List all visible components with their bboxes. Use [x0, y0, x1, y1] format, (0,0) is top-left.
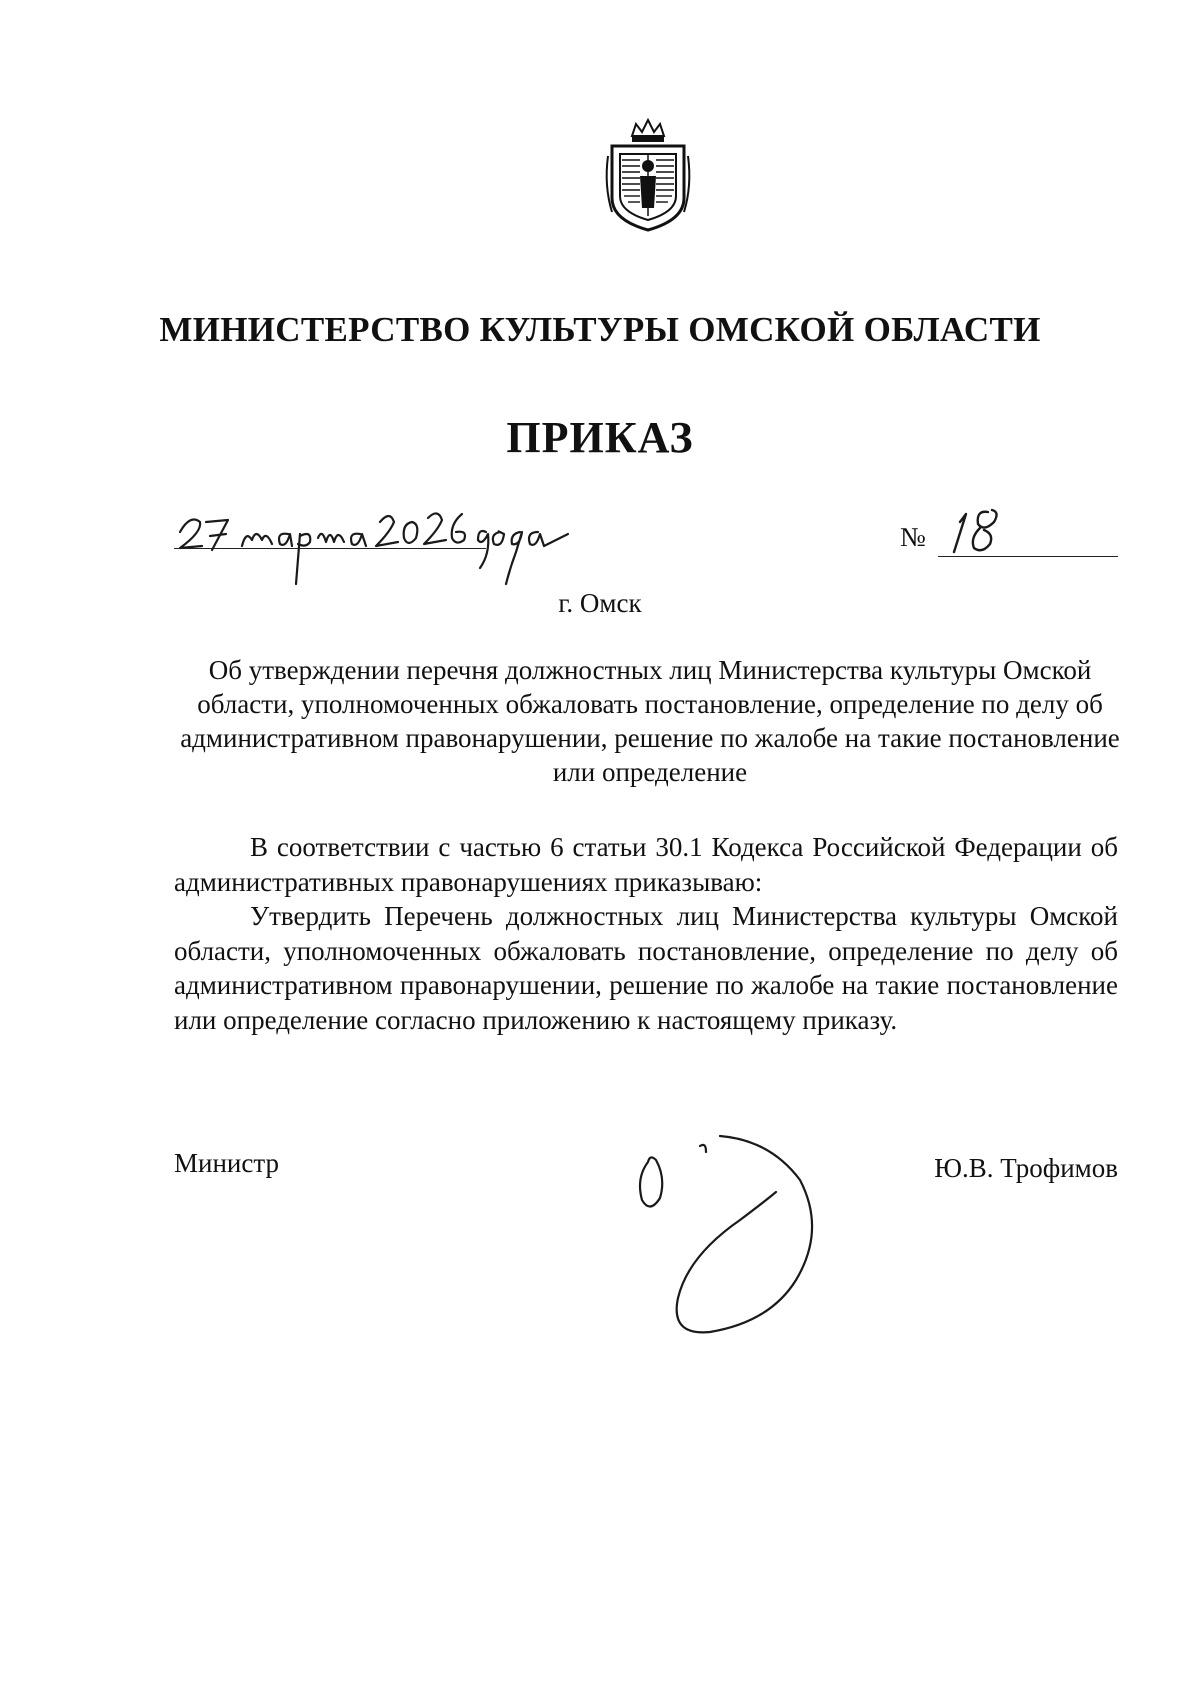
- handwritten-date: [176, 488, 646, 588]
- ministry-name: МИНИСТЕРСТВО КУЛЬТУРЫ ОМСКОЙ ОБЛАСТИ: [159, 310, 1041, 349]
- document-type: ПРИКАЗ: [506, 413, 694, 462]
- coat-of-arms-icon: [602, 116, 694, 234]
- body-paragraph: В соответствии с частью 6 статьи 30.1 Кодекса Российской Федерации об административных правонарушениях приказываю:: [174, 832, 1118, 897]
- body-paragraph: Утвердить Перечень должностных лиц Министерства культуры Омской области, уполномоченных обжаловать постановление, определение по делу об административном правонарушении, решение по жалобе на такие постановление или определение согласно приложению к настоящему приказу.: [174, 901, 1118, 1035]
- signer-title: Министр: [174, 1148, 279, 1178]
- document-subject: Об утверждении перечня должностных лиц Министерства культуры Омской области, уполномоченных обжаловать постановление, определение по делу об административном правонарушении, решение по жалобе на такие постановление или определение: [180, 655, 1120, 787]
- number-label: №: [900, 522, 926, 552]
- handwritten-number: [944, 500, 1014, 560]
- document-body: [174, 830, 1118, 1037]
- date-underline: [174, 548, 486, 549]
- city: г. Омск: [558, 588, 642, 618]
- signer-name: Ю.В. Трофимов: [934, 1153, 1118, 1183]
- number-underline: [938, 556, 1118, 557]
- handwritten-signature: [600, 1090, 840, 1350]
